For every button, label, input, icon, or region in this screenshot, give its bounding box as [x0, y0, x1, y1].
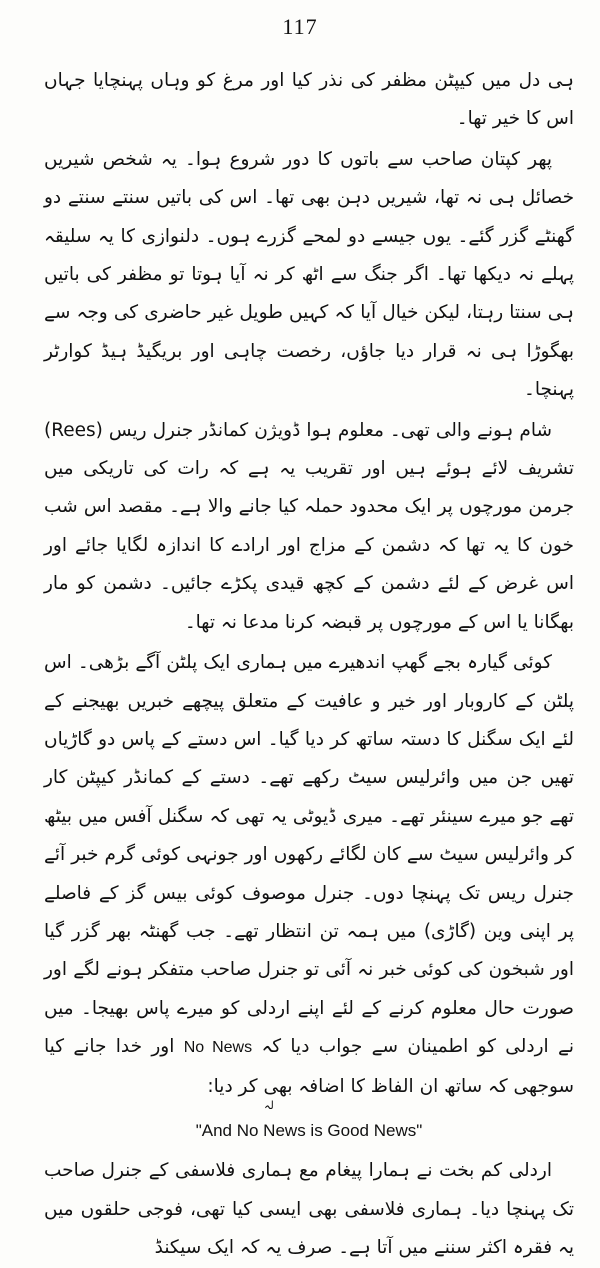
paragraph-4-continuation: اور خدا جانے کیا سوجھی کہ ساتھ ان الفاظ کا اضافہ بھی کر دیا: — [44, 1036, 574, 1097]
footnote-mark: لہ — [264, 1098, 274, 1112]
paragraph-3: شام ہونے والی تھی۔ معلوم ہوا ڈویژن کمانڈر جنرل ریس (Rees) تشریف لائے ہوئے ہیں اور تقریب یہ ہے کہ رات کی تاریکی میں جرمن مورچوں پر ایک محدود حملہ کیا جانے والا ہے۔ مقصد اس شب خون کا یہ تھا کہ دشمن کے مزاج اور ارادے کا اندازہ لگایا جائے اور اس غرض کے لئے دشمن کے کچھ قیدی پکڑے جائیں۔ دشمن کو مار بھگانا یا اس کے مورچوں پر قبضہ کرنا مدعا نہ تھا۔ — [44, 419, 574, 633]
quote-block — [44, 1098, 574, 1150]
paragraph-2: پھر کپتان صاحب سے باتوں کا دور شروع ہوا۔ یہ شخص شیریں خصائل ہی نہ تھا، شیریں دہن بھی تھا۔ اس کی باتیں سنتے سنتے دو گھنٹے گزر گئے۔ یوں جیسے دو لمحے گزرے ہوں۔ دلنوازی کا یہ سلیقہ پہلے نہ دیکھا تھا۔ اگر جنگ سے اٹھ کر نہ آیا ہوتا تو مظفر کی باتیں ہی سنتا رہتا، لیکن خیال آیا کہ کہیں طویل غیر حاضری کی وجہ سے بھگوڑا ہی نہ قرار دیا جاؤں، رخصت چاہی اور بریگیڈ ہیڈ کوارٹر پہنچا۔ — [44, 148, 574, 401]
page-number: 117 — [282, 14, 318, 39]
paragraph-4-text: کوئی گیارہ بجے گھپ اندھیرے میں ہماری ایک پلٹن آگے بڑھی۔ اس پلٹن کے کاروبار اور خیر و عافیت کے متعلق پیچھے خبریں بھیجنے کے لئے ایک سگنل کا دستہ ساتھ کر دیا گیا۔ اس دستے کے پاس دو گاڑیاں تھیں جن میں وائرلیس سیٹ رکھے تھے۔ دستے کے کمانڈر کیپٹن کار تھے جو میرے سینئر تھے۔ میری ڈیوٹی یہ تھی کہ سگنل آفس میں بیٹھ کر وائرلیس سیٹ سے کان لگائے رکھوں اور جونہی کوئی گرم خبر آئے جنرل ریس تک پہنچا دوں۔ جنرل موصوف کوئی بیس گز کے فاصلے پر اپنی وین (گاڑی) میں ہمہ تن انتظار تھے۔ جب گھنٹہ بھر گزر گیا اور شبخون کی کوئی خبر نہ آئی تو جنرل صاحب متفکر ہونے لگے اور صورت حال معلوم کرنے کے لئے اپنے اردلی کو میرے پاس بھیجا۔ میں نے اردلی کو اطمینان سے جواب دیا کہ — [44, 652, 574, 1058]
paragraph-4 — [44, 644, 574, 1106]
paragraph-1: ہی دل میں کیپٹن مظفر کی نذر کیا اور مرغ کو وہاں پہنچایا جہاں اس کا خیر تھا۔ — [44, 70, 574, 130]
page-body — [44, 62, 574, 1268]
quote-text: "And No News is Good News" — [195, 1120, 423, 1140]
paragraph-5: اردلی کم بخت نے ہمارا پیغام مع ہماری فلاسفی کے جنرل صاحب تک پہنچا دیا۔ ہماری فلاسفی بھی ایسی کیا تھی، فوجی حلقوں میں یہ فقرہ اکثر سننے میں آتا ہے۔ صرف یہ کہ ایک سیکنڈ — [44, 1160, 574, 1259]
no-news-inline: No News — [183, 1039, 253, 1057]
